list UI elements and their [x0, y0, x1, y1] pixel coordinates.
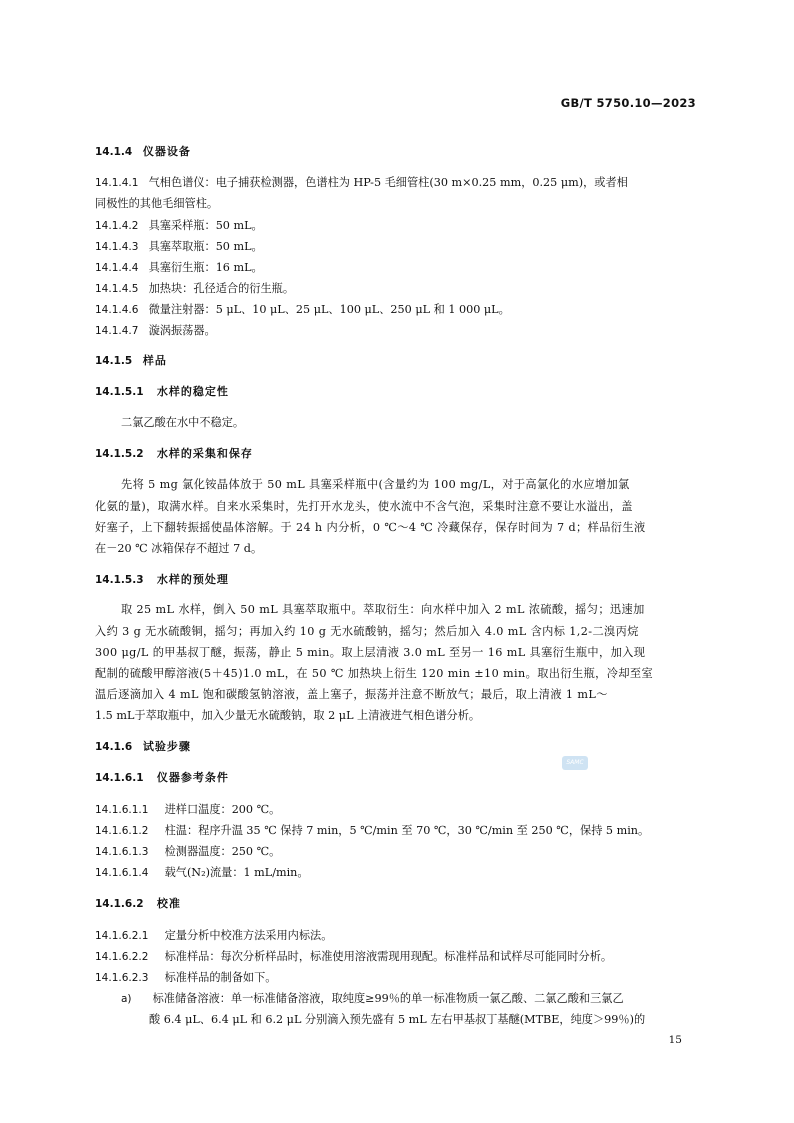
clause-14-1-4-2 — [95, 219, 263, 233]
clause-text: 进样口温度：200 ℃。 — [164, 803, 281, 816]
clause-14-1-4-5 — [95, 282, 294, 296]
paragraph-line: 入约 3 g 无水硫酸铜，摇匀；再加入约 10 g 无水硫酸钠，摇匀；然后加入 4.0 mL 含内标 1,2-二溴丙烷 — [95, 625, 639, 638]
clause-number: 14.1.4.2 — [95, 220, 139, 232]
clause-number: 14.1.6.1.1 — [95, 804, 149, 816]
paragraph-line: 在－20 ℃ 冰箱保存不超过 7 d。 — [95, 542, 263, 555]
section-heading-14-1-6-1 — [95, 771, 229, 785]
clause-text: 加热块：孔径适合的衍生瓶。 — [148, 282, 295, 295]
clause-14-1-6-2-2 — [95, 950, 612, 964]
section-heading-14-1-5 — [95, 354, 167, 368]
section-number: 14.1.5.3 — [95, 574, 144, 586]
paragraph-line: 300 μg/L 的甲基叔丁醚，振荡，静止 5 min。取上层清液 3.0 mL 至另一 16 mL 具塞衍生瓶中，加入现 — [95, 646, 646, 659]
clause-14-1-6-2-1 — [95, 929, 332, 943]
section-title: 试验步骤 — [142, 740, 191, 753]
clause-text: 气相色谱仪：电子捕获检测器，色谱柱为 HP-5 毛细管柱(30 m×0.25 mm，0.25 μm)，或者相 — [148, 176, 628, 189]
standard-number: GB/T 5750.10—2023 — [560, 96, 696, 110]
section-title: 水样的稳定性 — [156, 385, 229, 398]
clause-number: 14.1.6.2.1 — [95, 930, 149, 942]
clause-number: 14.1.4.3 — [95, 241, 139, 253]
clause-number: 14.1.6.2.2 — [95, 951, 149, 963]
section-title: 样品 — [142, 354, 167, 367]
clause-number: 14.1.6.1.2 — [95, 825, 149, 837]
clause-number: 14.1.4.1 — [95, 177, 139, 189]
clause-number: 14.1.6.2.3 — [95, 972, 149, 984]
section-title: 校准 — [156, 897, 181, 910]
clause-text: 具塞衍生瓶：16 mL。 — [148, 261, 263, 274]
clause-text: 具塞采样瓶：50 mL。 — [148, 219, 263, 232]
clause-14-1-4-6 — [95, 303, 510, 317]
paragraph-stability: 二氯乙酸在水中不稳定。 — [121, 416, 245, 429]
paragraph-line: 配制的硫酸甲醇溶液(5＋45)1.0 mL，在 50 ℃ 加热块上衍生 120 min ±10 min。取出衍生瓶，冷却至室 — [95, 667, 654, 680]
clause-number: 14.1.4.4 — [95, 262, 139, 274]
clause-text: 柱温：程序升温 35 ℃ 保持 7 min，5 ℃/min 至 70 ℃，30 ℃/min 至 250 ℃，保持 5 min。 — [164, 824, 650, 837]
section-number: 14.1.6.2 — [95, 898, 144, 910]
clause-number: 14.1.4.5 — [95, 283, 139, 295]
section-number: 14.1.6.1 — [95, 772, 144, 784]
clause-14-1-4-3 — [95, 240, 263, 254]
clause-text: 标准样品：每次分析样品时，标准使用溶液需现用现配。标准样品和试样尽可能同时分析。 — [164, 950, 613, 963]
section-heading-14-1-5-1 — [95, 385, 229, 399]
page-number: 15 — [668, 1034, 682, 1046]
clause-number: 14.1.6.1.4 — [95, 867, 149, 879]
clause-number: 14.1.4.6 — [95, 304, 139, 316]
clause-text: 漩涡振荡器。 — [148, 324, 216, 337]
section-heading-14-1-6-2 — [95, 897, 181, 911]
clause-14-1-4-7 — [95, 324, 216, 338]
paragraph-line: 1.5 mL于萃取瓶中，加入少量无水硫酸钠，取 2 μL 上清液进气相色谱分析。 — [95, 709, 481, 722]
list-item-a — [121, 992, 624, 1006]
section-heading-14-1-6 — [95, 740, 191, 754]
section-title: 水样的预处理 — [156, 573, 229, 586]
section-heading-14-1-5-3 — [95, 573, 229, 587]
paragraph-line: 先将 5 mg 氯化铵晶体放于 50 mL 具塞采样瓶中(含量约为 100 mg/L，对于高氯化的水应增加氯 — [121, 478, 630, 491]
clause-text: 标准样品的制备如下。 — [164, 971, 277, 984]
clause-14-1-6-2-3 — [95, 971, 276, 985]
clause-text: 具塞萃取瓶：50 mL。 — [148, 240, 263, 253]
section-heading-14-1-4 — [95, 145, 191, 159]
list-marker: a) — [121, 993, 132, 1005]
clause-number: 14.1.4.7 — [95, 325, 139, 337]
section-number: 14.1.6 — [95, 741, 133, 753]
section-title: 水样的采集和保存 — [156, 447, 253, 460]
clause-text: 微量注射器：5 μL、10 μL、25 μL、100 μL、250 μL 和 1 000 μL。 — [148, 303, 510, 316]
clause-14-1-6-1-3 — [95, 845, 280, 859]
clause-14-1-6-1-4 — [95, 866, 309, 880]
section-number: 14.1.5 — [95, 355, 133, 367]
clause-14-1-6-1-2 — [95, 824, 649, 838]
paragraph-line: 好塞子，上下翻转振摇使晶体溶解。于 24 h 内分析，0 ℃～4 ℃ 冷藏保存，保存时间为 7 d；样品衍生液 — [95, 521, 646, 534]
clause-text: 定量分析中校准方法采用内标法。 — [164, 929, 333, 942]
list-item-text: 标准储备溶液：单一标准储备溶液，取纯度≥99％的单一标准物质一氯乙酸、二氯乙酸和三氯乙 — [152, 992, 624, 1005]
clause-text: 检测器温度：250 ℃。 — [164, 845, 281, 858]
section-number: 14.1.5.2 — [95, 448, 144, 460]
clause-14-1-4-1 — [95, 176, 628, 190]
clause-number: 14.1.6.1.3 — [95, 846, 149, 858]
list-item-a-continued: 酸 6.4 μL、6.4 μL 和 6.2 μL 分别滴入预先盛有 5 mL 左右甲基叔丁基醚(MTBE，纯度＞99％)的 — [149, 1013, 646, 1026]
paragraph-line: 温后逐滴加入 4 mL 饱和碳酸氢钠溶液，盖上塞子，振荡并注意不断放气；最后，取上清液 1 mL～ — [95, 688, 608, 701]
section-number: 14.1.4 — [95, 146, 133, 158]
clause-14-1-4-1-continued — [95, 197, 218, 211]
section-title: 仪器参考条件 — [156, 771, 229, 784]
clause-14-1-4-4 — [95, 261, 263, 275]
section-number: 14.1.5.1 — [95, 386, 144, 398]
section-heading-14-1-5-2 — [95, 447, 253, 461]
section-title: 仪器设备 — [142, 145, 191, 158]
watermark-logo: SAMC — [562, 756, 588, 770]
clause-14-1-6-1-1 — [95, 803, 280, 817]
clause-text: 载气(N₂)流量：1 mL/min。 — [164, 866, 309, 879]
paragraph-line: 取 25 mL 水样，倒入 50 mL 具塞萃取瓶中。萃取衍生：向水样中加入 2 mL 浓硫酸，摇匀；迅速加 — [121, 603, 645, 616]
paragraph-line: 化氨的量)，取满水样。自来水采集时，先打开水龙头，使水流中不含气泡，采集时注意不要让水溢出，盖 — [95, 500, 633, 513]
clause-text: 同极性的其他毛细管柱。 — [95, 197, 219, 210]
